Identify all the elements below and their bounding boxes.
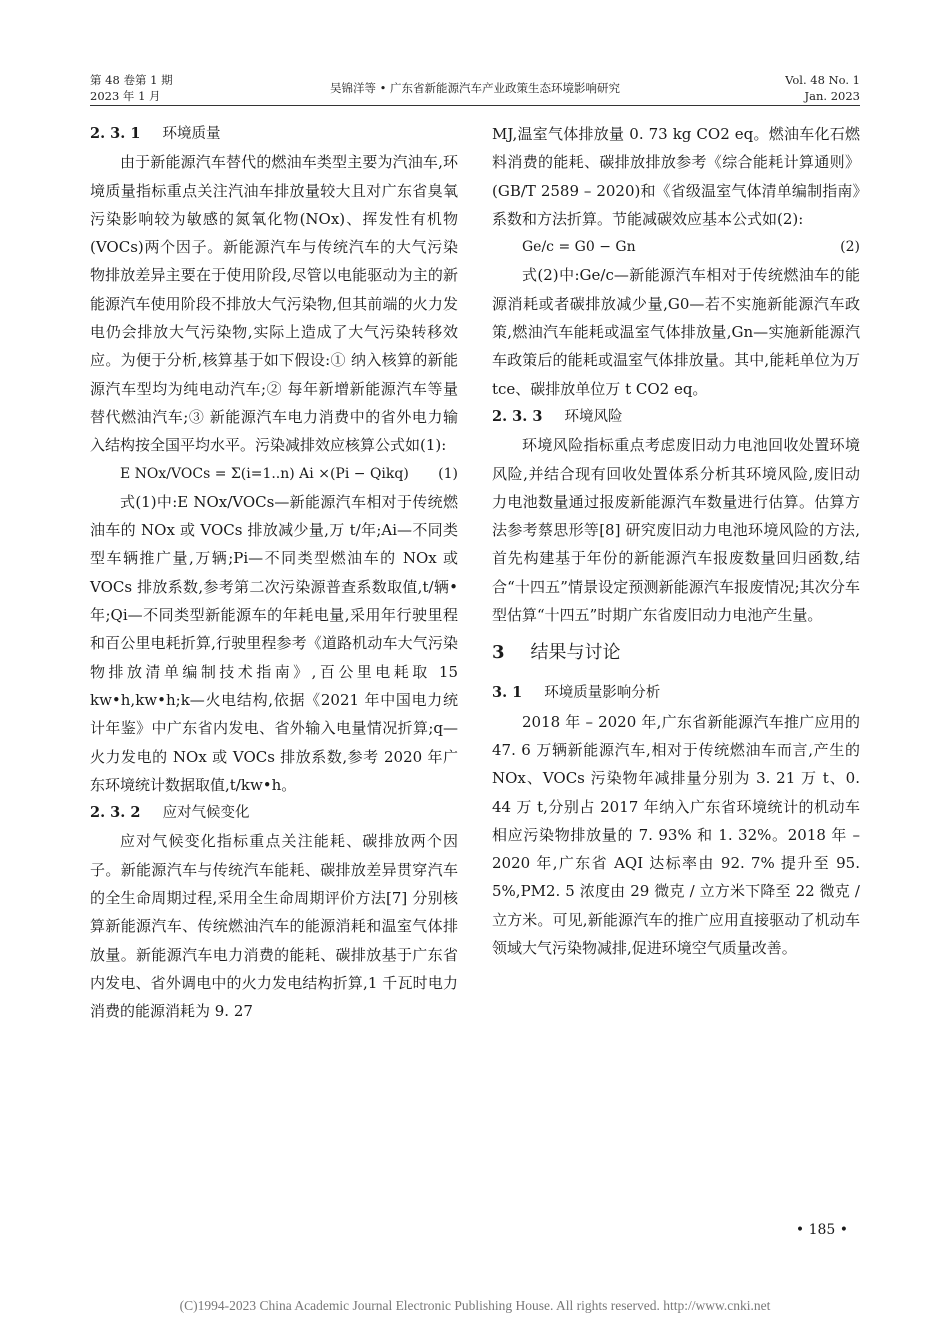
left-column bbox=[90, 120, 458, 1026]
volume-issue-zh: 第 48 卷第 1 期 bbox=[90, 73, 173, 87]
paragraph: 式(2)中:Ge/c—新能源汽车相对于传统燃油车的能源消耗或者碳排放减少量,G0—若不实施新能源汽车政策,燃油汽车能耗或温室气体排放量,Gn—实施新能源汽车政策后的能耗或温室气体排放量。其中,能耗单位为万 tce、碳排放单位万 t CO2 eq。 bbox=[492, 266, 860, 398]
equation-1 bbox=[90, 460, 458, 488]
equation-body: Ge/c = G0 − Gn bbox=[522, 239, 636, 256]
copyright-notice: (C)1994-2023 China Academic Journal Electronic Publishing House. All rights reserved. http://www.cnki.net bbox=[179, 1298, 771, 1313]
section-title: 环境风险 bbox=[564, 408, 623, 425]
section-number: 2. 3. 3 bbox=[492, 407, 543, 425]
section-heading-2-3-2 bbox=[90, 799, 458, 827]
page-number: • 185 • bbox=[795, 1222, 848, 1238]
date-zh: 2023 年 1 月 bbox=[90, 89, 161, 103]
equation-number: (1) bbox=[438, 465, 458, 482]
paragraph: MJ,温室气体排放量 0. 73 kg CO2 eq。燃油车化石燃料消费的能耗、碳排放排放参考《综合能耗计算通则》(GB/T 2589 – 2020)和《省级温室气体清单编制指南》系数和方法折算。节能减碳效应基本公式如(2): bbox=[492, 125, 860, 228]
section-heading-3-1 bbox=[492, 679, 860, 707]
paragraph: 由于新能源汽车替代的燃油车类型主要为汽油车,环境质量指标重点关注汽油车排放量较大且对广东省臭氧污染影响较为敏感的氮氧化物(NOx)、挥发性有机物(VOCs)两个因子。新能源汽车与传统汽车的大气污染物排放差异主要在于使用阶段,尽管以电能驱动为主的新能源汽车使用阶段不排放大气污染物,但其前端的火力发电仍会排放大气污染物,实际上造成了大气污染转移效应。为便于分析,核算基于如下假设:① 纳入核算的新能源汽车型均为纯电动汽车;② 每年新增新能源汽车等量替代燃油汽车;③ 新能源汽车电力消费中的省外电力输入结构按全国平均水平。污染减排效应核算公式如(1): bbox=[90, 153, 458, 455]
equation-number: (2) bbox=[840, 239, 860, 256]
section-heading-3 bbox=[492, 637, 860, 669]
section-title: 应对气候变化 bbox=[162, 805, 250, 822]
section-heading-2-3-3 bbox=[492, 403, 860, 431]
header-center: 吴锦洋等 • 广东省新能源汽车产业政策生态环境影响研究 bbox=[329, 81, 621, 95]
section-title: 结果与讨论 bbox=[530, 642, 621, 664]
equation-2 bbox=[492, 233, 860, 261]
equation-body: E NOx/VOCs = Σ(i=1..n) Ai ×(Pi − Qikq) bbox=[120, 465, 409, 482]
date-en: Jan. 2023 bbox=[804, 89, 860, 103]
section-number: 2. 3. 2 bbox=[90, 804, 141, 822]
section-title: 环境质量 bbox=[162, 126, 221, 142]
header-right bbox=[785, 72, 860, 104]
section-number: 3 bbox=[492, 642, 505, 664]
section-number: 2. 3. 1 bbox=[90, 125, 141, 142]
section-heading-2-3-1 bbox=[90, 120, 458, 148]
section-number: 3. 1 bbox=[492, 684, 523, 702]
volume-issue-en: Vol. 48 No. 1 bbox=[785, 73, 860, 87]
right-column bbox=[492, 120, 860, 962]
header-rule bbox=[90, 105, 860, 106]
paragraph: 环境风险指标重点考虑废旧动力电池回收处置环境风险,并结合现有回收处置体系分析其环境风险,废旧动力电池数量通过报废新能源汽车数量进行估算。估算方法参考蔡思形等[8] 研究废旧动力电池环境风险的方法,首先构建基于年份的新能源汽车报废数量回归函数,结合“十四五”情景设定预测新能源汽车报废情况;其次分车型估算“十四五”时期广东省废旧动力电池产生量。 bbox=[492, 436, 860, 625]
section-title: 环境质量影响分析 bbox=[544, 685, 661, 702]
paragraph: 应对气候变化指标重点关注能耗、碳排放两个因子。新能源汽车与传统汽车能耗、碳排放差异贯穿汽车的全生命周期过程,采用全生命周期评价方法[7] 分别核算新能源汽车、传统燃油汽车的能源消耗和温室气体排放量。新能源汽车电力消费的能耗、碳排放基于广东省内发电、省外调电中的火力发电结构折算,1 千瓦时电力消费的能源消耗为 9. 27 bbox=[90, 832, 458, 1021]
paragraph: 式(1)中:E NOx/VOCs—新能源汽车相对于传统燃油车的 NOx 或 VOCs 排放减少量,万 t/年;Ai—不同类型车辆推广量,万辆;Pi—不同类型燃油车的 NOx 或 VOCs 排放系数,参考第二次污染源普查系数取值,t/辆•年;Qi—不同类型新能源车的年耗电量,采用年行驶里程和百公里电耗折算,行驶里程参考《道路机动车大气污染物排放清单编制技术指南》,百公里电耗取 15 kw•h,kw•h;k—火电结构,依据《2021 年中国电力统计年鉴》中广东省内发电、省外输入电量情况折算;q—火力发电的 NOx 或 VOCs 排放系数,参考 2020 年广东环境统计数据取值,t/kw•h。 bbox=[90, 492, 458, 794]
paragraph: 2018 年 – 2020 年,广东省新能源汽车推广应用的 47. 6 万辆新能源汽车,相对于传统燃油车而言,产生的 NOx、VOCs 污染物年减排量分别为 3. 21 万 t、0. 44 万 t,分别占 2017 年纳入广东省环境统计的机动车相应污染物排放量的 7. 93% 和 1. 32%。2018 年 – 2020 年,广东省 AQI 达标率由 92. 7% 提升至 95. 5%,PM2. 5 浓度由 29 微克 / 立方米下降至 22 微克 / 立方米。可见,新能源汽车的推广应用直接驱动了机动车领域大气污染物减排,促进环境空气质量改善。 bbox=[492, 712, 860, 958]
